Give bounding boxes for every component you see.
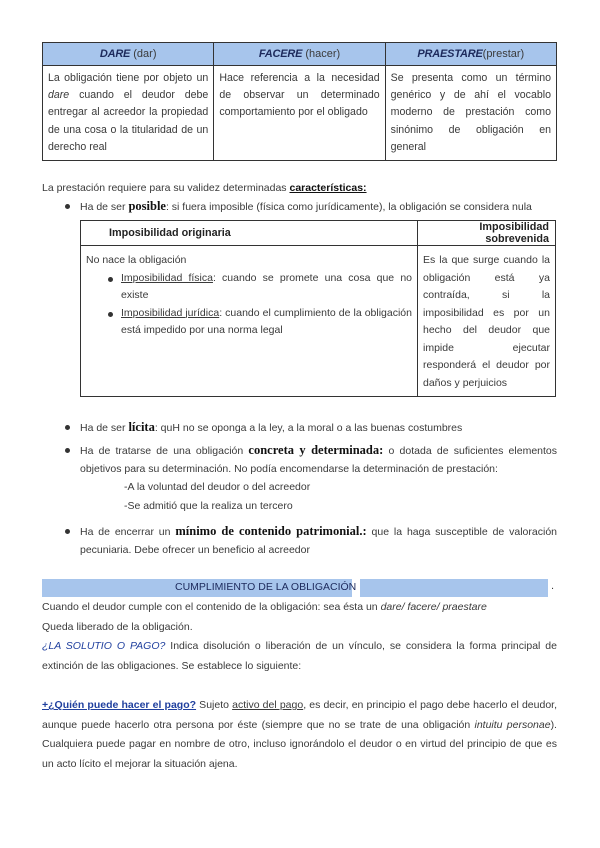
header-original-impossibility: Imposibilidad originaria — [81, 221, 418, 246]
paragraph-who-pays: +¿Quién puede hacer el pago? Sujeto activo del pago, es decir, en principio el pago debe hacerlo el deudor, aunque puede hacerlo otra persona por éste (siempre que no se trate de una obligación intuitu personae). Cualquiera puede pagar en nombre de otro, incluso ignorándolo el deudor o en virtud del principio de que es un acto lícito el mejorar la situación ajena. — [42, 699, 557, 770]
characteristics-list-cont — [42, 418, 557, 478]
list-item: Imposibilidad jurídica: cuando el cumplimiento de la obligación está impedido por una norma legal — [86, 305, 412, 340]
char-determined: Ha de tratarse de una obligación concreta y determinada: o dotada de suficientes elementos objetivos para su determinación. No podía encomendarse la determinación de prestación: — [42, 441, 557, 478]
document-page — [42, 42, 557, 774]
cell-original-impossibility: No nace la obligación Imposibilidad física: cuando se promete una cosa que no existe Imposibilidad jurídica: cuando el cumplimiento de la obligación está impedido por una norma legal — [81, 246, 418, 397]
paragraph-fulfillment: Cuando el deudor cumple con el contenido de la obligación: sea ésta un dare/ facere/ praestare — [42, 601, 487, 614]
char-possible: Ha de ser posible: si fuera imposible (física como jurídicamente), la obligación se considera nula — [42, 197, 557, 216]
cell-supervening-impossibility: Es la que surge cuando la obligación está ya contraída, si la imposibilidad es por un hecho del deudor que impide ejecutar responderá el deudor por daños y perjuicios — [418, 246, 556, 397]
header-praestare: PRAESTARE(prestar) — [385, 43, 556, 66]
header-facere: FACERE (hacer) — [214, 43, 385, 66]
char-patrimonial: Ha de encerrar un mínimo de contenido patrimonial.: que la haga susceptible de valoración pecuniaria. Debe ofrecer un beneficio al acreedor — [42, 522, 557, 559]
intro-paragraph: La prestación requiere para su validez determinadas características: — [42, 182, 367, 195]
cell-praestare: Se presenta como un término genérico y de ahí el vocablo moderno de prestación como sinónimo de obligación en general — [385, 66, 556, 161]
header-supervening-impossibility: Imposibilidad sobrevenida — [418, 221, 556, 246]
list-item: Imposibilidad física: cuando se promete una cosa que no existe — [86, 270, 412, 305]
char-licit: Ha de ser lícita: quH no se oponga a la ley, a la moral o a las buenas costumbres — [42, 418, 557, 437]
section-banner: CUMPLIMIENTO DE LA OBLIGACIÓN . — [42, 579, 557, 597]
sub-option: -A la voluntad del deudor o del acreedor — [124, 481, 311, 494]
section-title: CUMPLIMIENTO DE LA OBLIGACIÓN — [175, 581, 357, 594]
cell-dare: La obligación tiene por objeto un dare cuando el deudor debe entregar al acreedor la propiedad de una cosa o la titularidad de un derecho real — [43, 66, 214, 161]
paragraph-solutio: ¿LA SOLUTIO O PAGO? Indica disolución o liberación de un vínculo, se considera la forma principal de extinción de las obligaciones. Se establece lo siguiente: — [42, 640, 557, 672]
obligation-types-table — [42, 42, 557, 161]
impossibility-table — [80, 220, 556, 397]
paragraph-released: Queda liberado de la obligación. — [42, 620, 193, 633]
header-dare: DARE (dar) — [43, 43, 214, 66]
characteristics-list — [42, 197, 557, 216]
cell-facere: Hace referencia a la necesidad de observar un determinado comportamiento por el obligado — [214, 66, 385, 161]
sub-option: -Se admitió que la realiza un tercero — [124, 500, 293, 513]
characteristics-list-end — [42, 522, 557, 559]
